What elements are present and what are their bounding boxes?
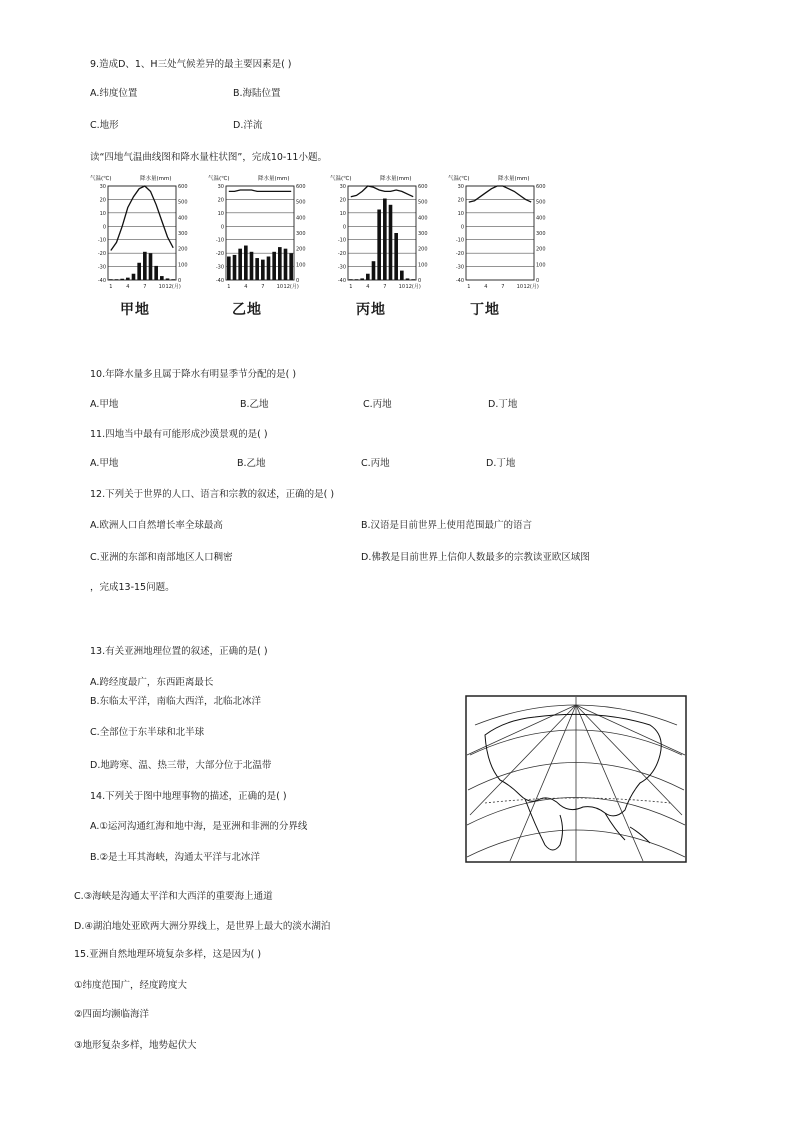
q15-option-1: ①纬度范围广，经度跨度大	[74, 980, 188, 991]
precip-bar	[171, 279, 175, 280]
temp-tick: -30	[337, 264, 346, 271]
temp-tick: 10	[339, 210, 346, 217]
month-tick: 7	[143, 284, 147, 290]
q9-option-d: D.洋流	[233, 120, 263, 131]
month-tick: 1	[349, 284, 353, 290]
q11-option-b: B.乙地	[237, 458, 266, 469]
q10-option-b: B.乙地	[240, 399, 269, 410]
precip-bar	[250, 252, 254, 280]
q10-option-a: A.甲地	[90, 399, 119, 410]
axis-header-temp: 气温(℃)	[448, 176, 470, 182]
month-tick: 4	[484, 284, 488, 290]
precip-tick: 200	[178, 246, 188, 253]
month-tick: 7	[501, 284, 505, 290]
precip-tick: 500	[296, 199, 306, 206]
precip-tick: 500	[536, 199, 546, 206]
intro-10-11: 读“四地气温曲线图和降水量柱状图”，完成10-11小题。	[90, 152, 327, 163]
precip-tick: 500	[178, 199, 188, 206]
chart-label-jia: 甲地	[120, 302, 150, 318]
precip-bar	[255, 258, 259, 280]
plot-frame	[348, 186, 416, 280]
precip-bar	[383, 199, 387, 280]
month-tick: 4	[244, 284, 248, 290]
temp-tick: 30	[217, 184, 224, 190]
temp-tick: -20	[455, 251, 464, 258]
axis-header-temp: 气温(℃)	[330, 176, 352, 182]
temp-tick: -40	[455, 278, 464, 284]
precip-tick: 100	[178, 262, 188, 269]
precip-tick: 0	[418, 278, 422, 284]
month-tick: 12(月)	[283, 284, 299, 290]
month-tick: 7	[383, 284, 387, 290]
chart-label-ding: 丁地	[470, 302, 500, 318]
temp-tick: -10	[97, 237, 106, 244]
month-tick: 7	[261, 284, 265, 290]
precip-tick: 600	[418, 184, 428, 190]
temp-tick: 30	[99, 184, 106, 190]
temp-tick: 20	[457, 197, 464, 204]
temp-tick: 20	[99, 197, 106, 204]
q9-option-b: B.海陆位置	[233, 88, 281, 99]
precip-tick: 400	[178, 215, 188, 222]
precip-bar	[115, 279, 119, 280]
month-tick: 12(月)	[165, 284, 181, 290]
q12-option-a: A.欧洲人口自然增长率全球最高	[90, 520, 223, 531]
temp-line	[229, 190, 291, 191]
precip-tick: 0	[296, 278, 300, 284]
precip-bar	[349, 279, 353, 280]
axis-header-precip: 降水量(mm)	[140, 176, 172, 182]
precip-tick: 300	[178, 231, 188, 237]
precip-bar	[233, 255, 237, 280]
precip-bar	[149, 253, 153, 280]
chart-label-bing: 丙地	[356, 302, 386, 318]
temp-tick: 20	[339, 197, 346, 204]
temp-tick: -30	[97, 264, 106, 271]
q11-stem: 11.四地当中最有可能形成沙漠景观的是( )	[90, 429, 268, 440]
precip-tick: 200	[418, 246, 428, 253]
q15-option-2: ②四面均濒临海洋	[74, 1009, 150, 1020]
temp-tick: -10	[455, 237, 464, 244]
temp-tick: -10	[337, 237, 346, 244]
axis-header-precip: 降水量(mm)	[258, 176, 290, 182]
precip-tick: 600	[178, 184, 188, 190]
precip-bar	[355, 279, 359, 280]
precip-tick: 500	[418, 199, 428, 206]
month-tick: 10	[276, 284, 284, 290]
precip-bar	[411, 279, 415, 280]
precip-tick: 200	[536, 246, 546, 253]
precip-bar	[154, 266, 158, 280]
precip-tick: 300	[536, 231, 546, 237]
precip-bar	[267, 257, 271, 281]
temp-tick: 10	[457, 210, 464, 217]
precip-bar	[120, 279, 124, 280]
temp-tick: -20	[215, 251, 224, 258]
precip-bar	[261, 260, 265, 280]
q13-option-b: B.东临太平洋，南临大西洋，北临北冰洋	[90, 696, 262, 707]
precip-bar	[272, 252, 276, 280]
precip-bar	[109, 279, 113, 280]
temp-tick: 0	[220, 224, 224, 231]
precip-tick: 300	[418, 231, 428, 237]
axis-header-temp: 气温(℃)	[208, 176, 230, 182]
intro-13-15: ，完成13-15问题。	[90, 582, 175, 593]
precip-bar	[284, 249, 288, 280]
temp-tick: 0	[460, 224, 464, 231]
q14-option-a: A.①运河沟通红海和地中海，是亚洲和非洲的分界线	[90, 821, 308, 832]
precip-tick: 400	[418, 215, 428, 222]
month-tick: 1	[109, 284, 113, 290]
precip-bar	[238, 249, 242, 280]
precip-bar	[372, 261, 376, 280]
eurasia-map	[465, 695, 687, 863]
precip-tick: 100	[418, 262, 428, 269]
q13-option-d: D.地跨寒、温、热三带，大部分位于北温带	[90, 760, 272, 771]
q9-stem: 9.造成D、1、H三处气候差异的最主要因素是( )	[90, 59, 292, 70]
month-tick: 12(月)	[405, 284, 421, 290]
q12-stem: 12.下列关于世界的人口、语言和宗教的叙述，正确的是( )	[90, 489, 335, 500]
precip-bar	[166, 278, 170, 280]
chart-svg-0	[90, 172, 195, 297]
temp-tick: 10	[217, 210, 224, 217]
precip-bar	[366, 274, 370, 280]
precip-bar	[394, 233, 398, 280]
q10-stem: 10.年降水量多且属于降水有明显季节分配的是( )	[90, 369, 297, 380]
precip-bar	[289, 253, 293, 280]
temp-tick: -20	[337, 251, 346, 258]
q11-option-a: A.甲地	[90, 458, 119, 469]
q14-option-d: D.④湖泊地处亚欧两大洲分界线上，是世界上最大的淡水湖泊	[74, 921, 331, 932]
precip-bar	[406, 278, 410, 280]
q14-option-b: B.②是土耳其海峡，沟通太平洋与北冰洋	[90, 852, 261, 863]
temp-line	[351, 186, 413, 197]
q9-option-c: C.地形	[90, 120, 119, 131]
temp-line	[111, 186, 173, 251]
q11-option-d: D.丁地	[486, 458, 516, 469]
precip-bar	[160, 276, 164, 280]
axis-header-precip: 降水量(mm)	[380, 176, 412, 182]
q14-stem: 14.下列关于图中地理事物的描述，正确的是( )	[90, 791, 287, 802]
precip-tick: 400	[536, 215, 546, 222]
temp-tick: -30	[215, 264, 224, 271]
month-tick: 12(月)	[523, 284, 539, 290]
precip-tick: 200	[296, 246, 306, 253]
month-tick: 4	[126, 284, 130, 290]
climate-chart-ding	[448, 172, 553, 322]
month-tick: 1	[467, 284, 471, 290]
month-tick: 1	[227, 284, 231, 290]
q9-option-a: A.纬度位置	[90, 88, 138, 99]
precip-tick: 400	[296, 215, 306, 222]
chart-svg-2	[330, 172, 435, 297]
temp-tick: 30	[457, 184, 464, 190]
chart-label-yi: 乙地	[232, 302, 262, 318]
temp-tick: 0	[342, 224, 346, 231]
q12-option-b: B.汉语是目前世界上使用范围最广的语言	[361, 520, 533, 531]
temp-tick: -10	[215, 237, 224, 244]
q15-stem: 15.亚洲自然地理环境复杂多样，这是因为( )	[74, 949, 262, 960]
month-tick: 10	[158, 284, 166, 290]
chart-svg-3	[448, 172, 553, 297]
month-tick: 10	[398, 284, 406, 290]
q13-stem: 13.有关亚洲地理位置的叙述，正确的是( )	[90, 646, 268, 657]
precip-tick: 600	[536, 184, 546, 190]
q10-option-d: D.丁地	[488, 399, 518, 410]
precip-bar	[400, 271, 404, 280]
q14-option-c: C.③海峡是沟通太平洋和大西洋的重要海上通道	[74, 891, 273, 902]
q12-option-d: D.佛教是目前世界上信仰人数最多的宗教读亚欧区域图	[361, 552, 590, 563]
temp-tick: 10	[99, 210, 106, 217]
temp-tick: -40	[337, 278, 346, 284]
precip-bar	[227, 257, 231, 281]
temp-tick: 20	[217, 197, 224, 204]
q12-option-c: C.亚洲的东部和南部地区人口稠密	[90, 552, 233, 563]
precip-tick: 0	[178, 278, 182, 284]
q15-option-3: ③地形复杂多样，地势起伏大	[74, 1040, 197, 1051]
month-tick: 4	[366, 284, 370, 290]
temp-tick: 30	[339, 184, 346, 190]
precip-bar	[377, 210, 381, 281]
precip-bar	[137, 263, 141, 280]
temp-tick: 0	[102, 224, 106, 231]
precip-tick: 100	[296, 262, 306, 269]
precip-bar	[143, 252, 147, 280]
precip-bar	[389, 205, 393, 280]
temp-tick: -20	[97, 251, 106, 258]
precip-bar	[360, 278, 364, 280]
precip-tick: 300	[296, 231, 306, 237]
precip-bar	[278, 247, 282, 280]
precip-tick: 600	[296, 184, 306, 190]
axis-header-temp: 气温(℃)	[90, 176, 112, 182]
month-tick: 10	[516, 284, 524, 290]
precip-bar	[132, 274, 136, 280]
temp-tick: -40	[97, 278, 106, 284]
q13-option-c: C.全部位于东半球和北半球	[90, 727, 205, 738]
precip-bar	[126, 278, 130, 280]
precip-tick: 0	[536, 278, 540, 284]
q13-option-a: A.跨经度最广，东西距离最长	[90, 677, 214, 688]
q11-option-c: C.丙地	[361, 458, 390, 469]
temp-tick: -40	[215, 278, 224, 284]
chart-svg-1	[208, 172, 313, 297]
q10-option-c: C.丙地	[363, 399, 392, 410]
temp-tick: -30	[455, 264, 464, 271]
precip-bar	[244, 246, 248, 280]
axis-header-precip: 降水量(mm)	[498, 176, 530, 182]
precip-tick: 100	[536, 262, 546, 269]
